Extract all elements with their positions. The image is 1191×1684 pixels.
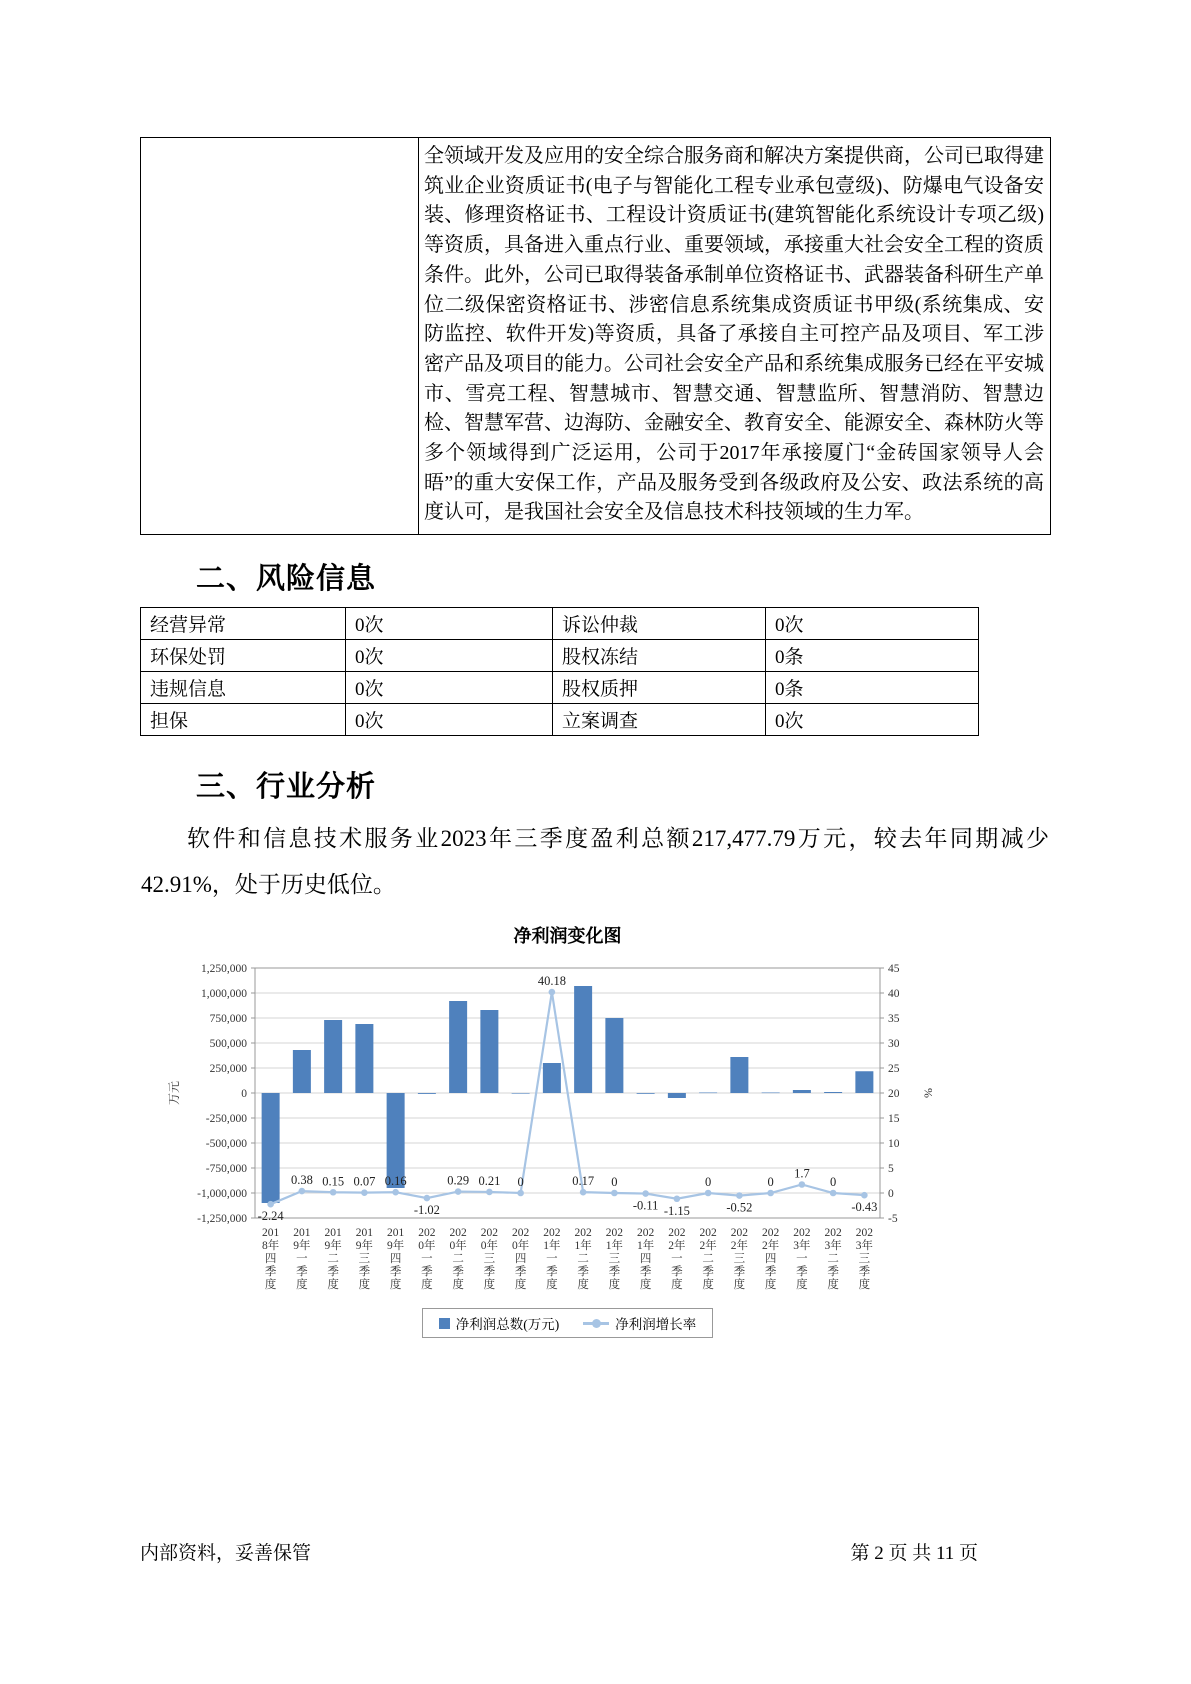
svg-text:2022年四季度: 202 2年四季度 [762,1227,780,1291]
svg-text:40.18: 40.18 [537,974,566,989]
svg-text:2023年一季度: 202 3年一季度 [793,1227,811,1291]
bar-series-swatch-icon [439,1318,450,1329]
svg-text:2021年一季度: 202 1年一季度 [543,1227,561,1291]
svg-text:0: 0 [517,1175,524,1189]
svg-text:5: 5 [888,1163,894,1175]
svg-text:-1,250,000: -1,250,000 [197,1213,247,1225]
risk-label: 违规信息 [141,672,346,704]
svg-text:2023年三季度: 202 3年三季度 [855,1227,873,1291]
svg-text:0: 0 [705,1175,712,1189]
svg-text:2020年三季度: 202 0年三季度 [480,1227,498,1291]
legend-label-bar: 净利润总数(万元) [455,1317,560,1332]
legend-label-line: 净利润增长率 [615,1317,697,1332]
svg-text:2019年一季度: 201 9年一季度 [293,1227,311,1291]
svg-text:2019年三季度: 201 9年三季度 [355,1227,373,1291]
legend-item-line [583,1313,696,1333]
svg-text:10: 10 [888,1138,900,1150]
svg-text:500,000: 500,000 [209,1038,247,1050]
svg-text:1.7: 1.7 [794,1166,810,1181]
svg-text:-500,000: -500,000 [205,1138,247,1150]
section-title-industry: 三、行业分析 [196,771,377,803]
svg-text:25: 25 [888,1063,900,1075]
svg-text:-2.24: -2.24 [257,1209,284,1224]
svg-text:40: 40 [888,988,900,1000]
risk-value: 0次 [346,704,553,736]
svg-text:20: 20 [888,1088,900,1100]
footer-page-number: 第 2 页 共 11 页 [850,1543,978,1564]
svg-text:0.21: 0.21 [478,1173,501,1188]
svg-text:0.38: 0.38 [290,1173,313,1188]
risk-info-table [140,607,979,736]
svg-text:2019年四季度: 201 9年四季度 [387,1227,405,1291]
chart-title: 净利润变化图 [513,926,622,946]
svg-text:-0.43: -0.43 [851,1200,878,1215]
table-row [141,640,979,672]
company-profile-table [140,137,1051,535]
profile-content-cell [419,138,1051,535]
svg-text:30: 30 [888,1038,900,1050]
svg-text:-1.02: -1.02 [413,1203,440,1218]
chart-plot-area [140,958,950,1298]
svg-text:0.16: 0.16 [384,1174,407,1189]
risk-label: 股权质押 [553,672,766,704]
svg-text:0.29: 0.29 [447,1173,470,1188]
svg-text:2021年四季度: 202 1年四季度 [637,1227,655,1291]
svg-text:0: 0 [611,1175,618,1189]
risk-value: 0次 [766,608,979,640]
industry-analysis-paragraph: 软件和信息技术服务业2023年三季度盈利总额217,477.79万元，较去年同期减少42.91%，处于历史低位。 [141,826,1049,897]
chart-legend [255,1308,880,1338]
svg-text:2020年二季度: 202 0年二季度 [449,1227,467,1291]
svg-text:2020年一季度: 202 0年一季度 [418,1227,436,1291]
svg-text:0: 0 [241,1088,247,1100]
svg-text:2022年一季度: 202 2年一季度 [668,1227,686,1291]
risk-value: 0条 [766,640,979,672]
risk-label: 股权冻结 [553,640,766,672]
section-title-risk: 二、风险信息 [196,563,377,595]
risk-value: 0次 [346,672,553,704]
svg-text:250,000: 250,000 [209,1063,247,1075]
svg-text:2022年二季度: 202 2年二季度 [699,1227,717,1291]
svg-text:0: 0 [767,1175,774,1189]
svg-text:2019年二季度: 201 9年二季度 [324,1227,342,1291]
risk-value: 0次 [766,704,979,736]
risk-label: 环保处罚 [141,640,346,672]
svg-text:2020年四季度: 202 0年四季度 [512,1227,530,1291]
svg-text:-1,000,000: -1,000,000 [197,1188,247,1200]
risk-label: 立案调查 [553,704,766,736]
svg-text:35: 35 [888,1013,900,1025]
svg-text:%: % [921,1088,935,1098]
svg-text:45: 45 [888,963,900,975]
svg-text:0.15: 0.15 [322,1174,345,1189]
svg-text:2021年三季度: 202 1年三季度 [605,1227,623,1291]
risk-value: 0次 [346,640,553,672]
svg-text:-0.11: -0.11 [632,1198,659,1213]
table-row [141,704,979,736]
svg-text:-1.15: -1.15 [663,1203,690,1218]
table-row [141,138,1051,535]
line-series-swatch-icon [583,1322,609,1325]
svg-text:万元: 万元 [167,1080,181,1106]
svg-text:1,000,000: 1,000,000 [201,988,247,1000]
svg-text:750,000: 750,000 [209,1013,247,1025]
svg-text:2022年三季度: 202 2年三季度 [730,1227,748,1291]
table-row [141,672,979,704]
svg-text:0.07: 0.07 [353,1174,376,1189]
risk-label: 经营异常 [141,608,346,640]
risk-label: 诉讼仲裁 [553,608,766,640]
svg-text:-5: -5 [888,1213,898,1225]
net-profit-chart [140,922,1050,1338]
legend-item-bar [439,1313,560,1333]
profile-label-cell [141,138,419,535]
svg-text:1,250,000: 1,250,000 [201,963,247,975]
svg-text:-750,000: -750,000 [205,1163,247,1175]
svg-text:-250,000: -250,000 [205,1113,247,1125]
risk-value: 0条 [766,672,979,704]
svg-text:15: 15 [888,1113,900,1125]
svg-text:2021年二季度: 202 1年二季度 [574,1227,592,1291]
svg-text:0.17: 0.17 [572,1174,595,1189]
svg-text:-0.52: -0.52 [726,1200,753,1215]
profile-continuation-text: 全领域开发及应用的安全综合服务商和解决方案提供商，公司已取得建筑业企业资质证书(电子与智能化工程专业承包壹级)、防爆电气设备安装、修理资格证书、工程设计资质证书(建筑智能化系统设计专项乙级)等资质，具备进入重点行业、重要领域，承接重大社会安全工程的资质条件。此外，公司已取得装备承制单位资格证书、武器装备科研生产单位二级保密资格证书、涉密信息系统集成资质证书甲级(系统集成、安防监控、软件开发)等资质，具备了承接自主可控产品及项目、军工涉密产品及项目的能力。公司社会安全产品和系统集成服务已经在平安城市、雪亮工程、智慧城市、智慧交通、智慧监所、智慧消防、智慧边检、智慧军营、边海防、金融安全、教育安全、能源安全、森林防火等多个领域得到广泛运用，公司于2017年承接厦门“金砖国家领导人会晤”的重大安保工作，产品及服务受到各级政府及公安、政法系统的高度认可，是我国社会安全及信息技术科技领域的生力军。 [424,145,1044,524]
svg-text:2018年四季度: 201 8年四季度 [262,1227,280,1291]
risk-label: 担保 [141,704,346,736]
legend-box [422,1308,714,1338]
svg-text:2023年二季度: 202 3年二季度 [824,1227,842,1291]
table-row [141,608,979,640]
risk-value: 0次 [346,608,553,640]
svg-text:0: 0 [888,1188,894,1200]
svg-text:0: 0 [830,1175,837,1189]
footer-confidential-note: 内部资料，妥善保管 [140,1543,312,1564]
